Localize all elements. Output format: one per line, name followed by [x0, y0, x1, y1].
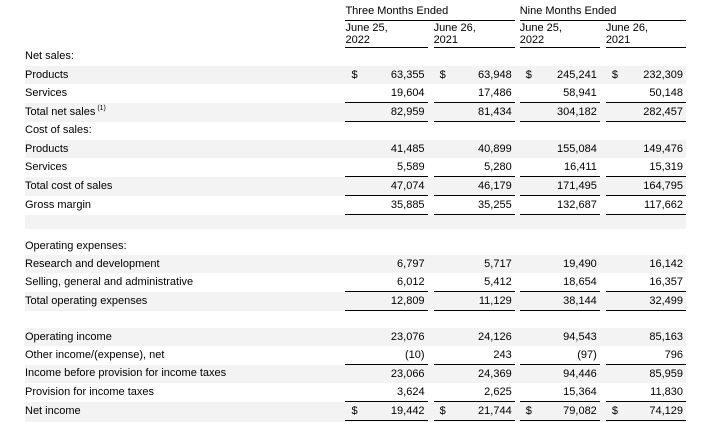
row-label: Operating expenses: — [25, 239, 127, 252]
dollar-sign: $ — [351, 404, 358, 417]
cell-value — [434, 84, 515, 103]
cell-value — [434, 103, 515, 122]
cell-value — [520, 346, 600, 365]
cell-value — [434, 346, 515, 365]
cell-value — [345, 402, 427, 422]
amount: 11,830 — [650, 385, 683, 398]
cell-value — [345, 103, 427, 122]
dollar-sign: $ — [525, 68, 532, 81]
cell-value — [606, 255, 686, 273]
amount: 74,129 — [649, 404, 683, 417]
amount: 46,179 — [478, 179, 512, 192]
date-line: June 26, — [605, 22, 649, 34]
cell-value — [345, 84, 427, 103]
cell-value — [434, 237, 515, 255]
cell-value — [606, 84, 686, 103]
cell-value — [345, 237, 427, 255]
cell-value — [345, 158, 427, 177]
amount: 63,948 — [478, 68, 512, 81]
amount: 6,012 — [397, 275, 425, 288]
row-label: Products — [25, 140, 345, 158]
cell-value — [606, 237, 686, 255]
cell-value — [606, 402, 686, 422]
row-label: Net sales: — [25, 50, 74, 63]
amount: 85,959 — [649, 367, 683, 380]
cell-value — [520, 402, 600, 422]
cell-value — [345, 122, 427, 141]
dollar-sign: $ — [351, 68, 358, 81]
row-label: Total cost of sales — [25, 177, 345, 196]
date-line: June 25, — [345, 22, 388, 34]
cell-value — [434, 365, 515, 384]
cell-value — [606, 122, 686, 141]
row-label: Net income — [25, 402, 345, 422]
amount: 24,126 — [478, 330, 512, 343]
table-body — [25, 48, 686, 422]
amount: 58,941 — [563, 86, 597, 99]
amount: 304,182 — [557, 105, 597, 118]
amount: 50,148 — [649, 86, 683, 99]
date-line: June 26, — [433, 22, 476, 34]
cell-value — [345, 66, 427, 84]
amount: 35,255 — [478, 198, 512, 211]
cell-value — [520, 255, 600, 273]
amount: 3,624 — [397, 385, 425, 398]
cell-value — [520, 273, 600, 292]
amount: 23,066 — [390, 367, 425, 380]
amount: 16,142 — [649, 257, 683, 270]
amount: 5,589 — [397, 160, 425, 173]
table-row — [25, 402, 686, 422]
column-header-ytd-2022 — [520, 21, 600, 48]
cell-value — [520, 140, 600, 158]
row-label: Research and development — [25, 255, 345, 273]
date-line: June 25, — [519, 22, 562, 34]
table-row — [25, 346, 686, 365]
spacer-row — [25, 229, 686, 237]
amount: 117,662 — [644, 198, 683, 211]
amount: 47,074 — [390, 179, 425, 192]
amount: 41,485 — [390, 142, 425, 155]
date-line: 2021 — [605, 34, 631, 46]
table-row — [25, 122, 686, 141]
cell-value — [345, 346, 427, 365]
dollar-sign: $ — [611, 68, 618, 81]
amount: 24,369 — [478, 367, 512, 380]
amount: 19,490 — [563, 257, 597, 270]
cell-value — [520, 328, 600, 346]
cell-value — [345, 48, 427, 67]
cell-value — [606, 273, 686, 292]
period-group-row — [25, 3, 686, 21]
row-label: Services — [25, 86, 68, 99]
amount: 32,499 — [649, 294, 683, 307]
amount: 85,163 — [649, 330, 683, 343]
cell-value — [606, 292, 686, 311]
cell-value — [345, 196, 427, 215]
cell-value — [520, 196, 600, 215]
cell-value — [345, 365, 427, 384]
table-row — [25, 237, 686, 255]
period-group-nine-months: Nine Months Ended — [520, 3, 686, 21]
amount: 243 — [493, 348, 512, 361]
table-row — [25, 48, 686, 67]
column-header-q-2022 — [345, 21, 427, 48]
cell-value — [520, 292, 600, 311]
table-row — [25, 383, 686, 402]
cell-value — [434, 66, 515, 84]
table-row — [25, 365, 686, 384]
amount: 38,144 — [563, 294, 597, 307]
amount: 5,412 — [484, 275, 512, 288]
amount: 18,654 — [563, 275, 597, 288]
amount: 149,476 — [643, 142, 683, 155]
statement-table-container — [25, 3, 686, 422]
amount: 17,486 — [478, 86, 512, 99]
row-label: Provision for income taxes — [25, 385, 154, 398]
row-label: Other income/(expense), net — [25, 348, 165, 361]
cell-value — [606, 383, 686, 402]
spacer-cell — [25, 215, 686, 230]
cell-value — [520, 237, 600, 255]
cell-value — [345, 383, 427, 402]
row-label: Total operating expenses — [25, 292, 345, 311]
table-row — [25, 140, 686, 158]
period-group-three-months: Three Months Ended — [345, 3, 514, 21]
amount: 155,084 — [557, 142, 597, 155]
row-label: Products — [25, 66, 345, 84]
cell-value — [606, 140, 686, 158]
date-line: 2022 — [345, 34, 370, 46]
amount: 6,797 — [397, 257, 425, 270]
amount: 232,309 — [643, 68, 683, 81]
cell-value — [520, 365, 600, 384]
dollar-sign: $ — [525, 404, 532, 417]
cell-value — [606, 158, 686, 177]
amount: 171,495 — [557, 179, 597, 192]
date-line: 2022 — [519, 34, 545, 46]
amount: 132,687 — [557, 198, 597, 211]
amount: 21,744 — [478, 404, 512, 417]
table-header — [25, 3, 686, 48]
cell-value — [520, 84, 600, 103]
dollar-sign: $ — [611, 404, 618, 417]
cell-value — [606, 66, 686, 84]
cell-value — [606, 346, 686, 365]
row-label: Income before provision for income taxes — [25, 365, 345, 384]
cell-value — [345, 177, 427, 196]
cell-value — [434, 140, 515, 158]
cell-value — [434, 255, 515, 273]
cell-value — [345, 273, 427, 292]
cell-value — [434, 177, 515, 196]
cell-value — [606, 103, 686, 122]
spacer-row — [25, 215, 686, 230]
cell-value — [345, 140, 427, 158]
cell-value — [434, 328, 515, 346]
table-row — [25, 66, 686, 84]
cell-value — [434, 196, 515, 215]
table-row — [25, 177, 686, 196]
amount: (97) — [577, 348, 597, 361]
cell-value — [345, 255, 427, 273]
cell-value — [434, 402, 515, 422]
cell-value — [520, 103, 600, 122]
table-row — [25, 158, 686, 177]
table-row — [25, 84, 686, 103]
header-spacer — [25, 3, 345, 21]
amount: 164,795 — [643, 179, 683, 192]
cell-value — [520, 158, 600, 177]
amount: 19,604 — [390, 86, 425, 99]
spacer-row — [25, 311, 686, 329]
amount: 12,809 — [390, 294, 425, 307]
amount: 79,082 — [563, 404, 597, 417]
amount: (10) — [405, 348, 425, 361]
cell-value — [606, 328, 686, 346]
amount: 81,434 — [478, 105, 512, 118]
amount: 5,280 — [484, 160, 512, 173]
spacer-cell — [25, 229, 686, 237]
amount: 796 — [664, 348, 683, 361]
row-label: Services — [25, 160, 68, 173]
amount: 245,241 — [557, 68, 597, 81]
cell-value — [434, 122, 515, 141]
table-row — [25, 292, 686, 311]
cell-value — [434, 158, 515, 177]
amount: 63,355 — [390, 68, 425, 81]
cell-value — [520, 48, 600, 67]
amount: 15,364 — [563, 385, 597, 398]
table-row — [25, 273, 686, 292]
amount: 82,959 — [390, 105, 425, 118]
amount: 15,319 — [649, 160, 683, 173]
cell-value — [606, 177, 686, 196]
cell-value — [434, 292, 515, 311]
header-spacer — [25, 21, 345, 48]
cell-value — [434, 273, 515, 292]
dollar-sign: $ — [439, 404, 446, 417]
amount: 16,357 — [649, 275, 683, 288]
row-label: Selling, general and administrative — [25, 275, 194, 288]
cell-value — [345, 292, 427, 311]
cell-value — [434, 48, 515, 67]
cell-value — [606, 48, 686, 67]
amount: 23,076 — [390, 330, 425, 343]
amount: 19,442 — [390, 404, 425, 417]
row-label: Gross margin — [25, 198, 92, 211]
cell-value — [606, 365, 686, 384]
row-label: Cost of sales: — [25, 124, 92, 137]
footnote-ref: (1) — [97, 104, 106, 112]
amount: 94,543 — [563, 330, 597, 343]
table-row — [25, 328, 686, 346]
cell-value — [520, 177, 600, 196]
row-label: Operating income — [25, 328, 345, 346]
amount: 11,129 — [478, 294, 512, 307]
amount: 40,899 — [478, 142, 512, 155]
cell-value — [520, 383, 600, 402]
column-header-q-2021 — [434, 21, 515, 48]
table-row — [25, 255, 686, 273]
amount: 2,625 — [484, 385, 512, 398]
cell-value — [520, 122, 600, 141]
amount: 282,457 — [643, 105, 683, 118]
amount: 94,446 — [563, 367, 597, 380]
cell-value — [606, 196, 686, 215]
dollar-sign: $ — [439, 68, 446, 81]
table-row — [25, 196, 686, 215]
table-row — [25, 103, 686, 122]
date-line: 2021 — [433, 34, 459, 46]
column-date-row — [25, 21, 686, 48]
column-header-ytd-2021 — [606, 21, 686, 48]
cell-value — [520, 66, 600, 84]
spacer-cell — [25, 311, 686, 329]
amount: 16,411 — [563, 160, 597, 173]
cell-value — [345, 328, 427, 346]
amount: 35,885 — [390, 198, 425, 211]
statement-table — [25, 3, 686, 422]
cell-value — [434, 383, 515, 402]
row-label: Total net sales $^{(1)}$ — [25, 103, 345, 122]
amount: 5,717 — [484, 257, 512, 270]
